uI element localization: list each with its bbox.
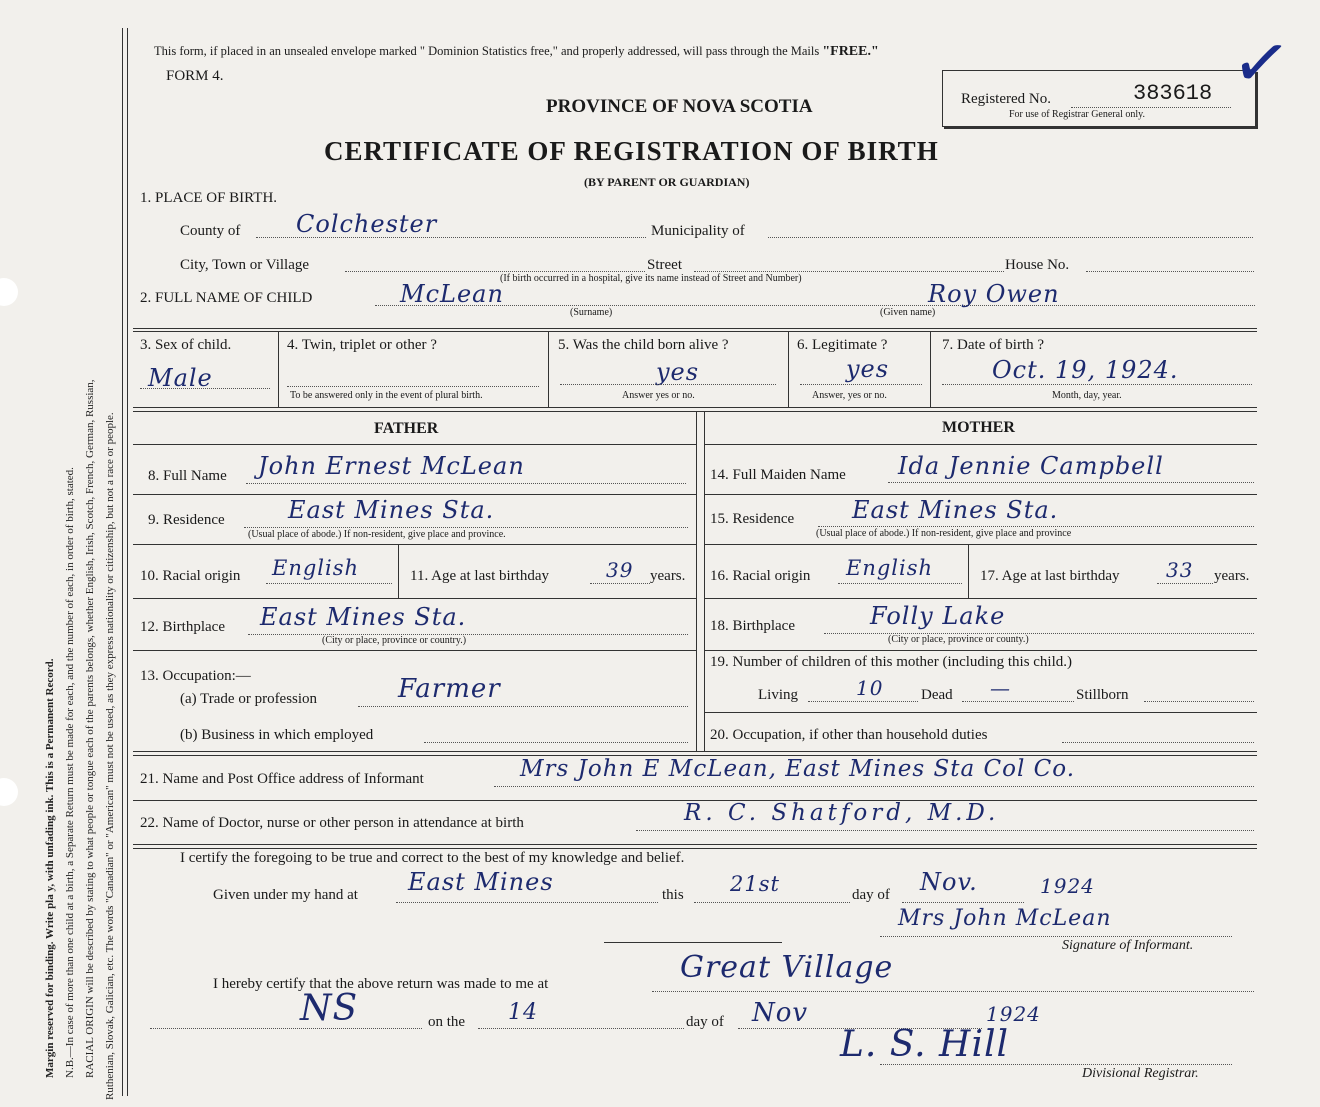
living-label: Living bbox=[758, 687, 798, 703]
mother-residence-label: 15. Residence bbox=[710, 511, 795, 527]
day-value: 21st bbox=[730, 872, 780, 896]
mother-racial-dots bbox=[838, 583, 962, 584]
day-of-label: day of bbox=[852, 887, 890, 903]
trade-dots bbox=[358, 706, 688, 707]
plural-birth-note: To be answered only in the event of plural birth. bbox=[290, 390, 483, 401]
certify-divider bbox=[604, 942, 782, 943]
children-count-label: 19. Number of children of this mother (including this child.) bbox=[710, 654, 1073, 670]
year-value: 1924 bbox=[1040, 874, 1095, 898]
child-surname-value: McLean bbox=[400, 280, 504, 308]
attendant-dots bbox=[636, 830, 1254, 831]
day-of2-label: day of bbox=[686, 1014, 724, 1030]
margin-note-multiple-births: N.B.—In case of more than one child at a birth, a Separate Return must be made for each, and the number of each, in order of birth, stated. bbox=[64, 467, 76, 1078]
hospital-note: (If birth occurred in a hospital, give its name instead of Street and Number) bbox=[500, 273, 802, 284]
dead-value: — bbox=[990, 676, 1011, 700]
day2-dots bbox=[478, 1028, 684, 1029]
occupation-label: 13. Occupation:— bbox=[140, 668, 251, 684]
child-name-label: 2. FULL NAME OF CHILD bbox=[140, 290, 313, 306]
date-of-birth-value: Oct. 19, 1924. bbox=[992, 356, 1179, 384]
mother-years-label: years. bbox=[1214, 568, 1250, 584]
mother-birthplace-note: (City or place, province or county.) bbox=[888, 634, 1029, 645]
rule-head-bottom bbox=[133, 444, 696, 445]
father-racial-origin-label: 10. Racial origin bbox=[140, 568, 241, 584]
center-rule-b bbox=[704, 411, 705, 751]
child-given-name-value: Roy Owen bbox=[928, 280, 1060, 308]
margin-note-nationality: Ruthenian, Slovak, Galician, etc. The words "Canadian" or "American" must not be used, as they express nationality or citizenship, but not a race or people. bbox=[104, 412, 116, 1100]
father-name-value: John Ernest McLean bbox=[258, 452, 525, 480]
mother-residence-value: East Mines Sta. bbox=[852, 496, 1059, 524]
father-years-label: years. bbox=[650, 568, 686, 584]
house-dots bbox=[1086, 271, 1254, 272]
province-heading: PROVINCE OF NOVA SCOTIA bbox=[546, 96, 813, 117]
rule-10-bottom bbox=[133, 598, 696, 599]
registrar-place-dots bbox=[652, 991, 1254, 992]
mother-birthplace-label: 18. Birthplace bbox=[710, 618, 795, 634]
legitimate-dots bbox=[800, 384, 922, 385]
rule-col-3-4 bbox=[278, 331, 279, 407]
father-birthplace-label: 12. Birthplace bbox=[140, 619, 225, 635]
father-birthplace-note: (City or place, province or country.) bbox=[322, 635, 467, 646]
trade-value: Farmer bbox=[398, 674, 501, 704]
living-dots bbox=[808, 701, 918, 702]
certificate-subtitle: (BY PARENT OR GUARDIAN) bbox=[584, 175, 750, 189]
rule-10-11 bbox=[398, 544, 399, 598]
father-heading: FATHER bbox=[374, 420, 439, 437]
rule-row3-top-b bbox=[133, 331, 1257, 332]
rule-8-bottom bbox=[133, 494, 696, 495]
this-label: this bbox=[662, 887, 684, 903]
living-value: 10 bbox=[856, 676, 884, 700]
given-name-note: (Given name) bbox=[880, 307, 936, 318]
registered-number: 383618 bbox=[1133, 81, 1213, 106]
on-the-label: on the bbox=[428, 1014, 466, 1030]
mother-residence-dots bbox=[818, 526, 1254, 527]
registrar-day-value: 14 bbox=[508, 1000, 538, 1025]
day-dots bbox=[694, 902, 850, 903]
father-birthplace-dots bbox=[248, 634, 688, 635]
registrar-statement: I hereby certify that the above return was made to me at bbox=[213, 976, 549, 992]
mother-age-label: 17. Age at last birthday bbox=[980, 568, 1120, 584]
mail-notice-text: This form, if placed in an unsealed envelope marked " Dominion Statistics free," and properly addressed, will pass through the Mails bbox=[154, 44, 823, 58]
stillborn-label: Stillborn bbox=[1076, 687, 1129, 703]
father-age-value: 39 bbox=[606, 558, 634, 582]
born-alive-value: yes bbox=[656, 358, 700, 386]
rule-col-5-6 bbox=[788, 331, 789, 407]
informant-signature: Mrs John McLean bbox=[898, 906, 1112, 931]
surname-note: (Surname) bbox=[570, 307, 613, 318]
registrar-month-value: Nov bbox=[752, 998, 809, 1028]
business-label: (b) Business in which employed bbox=[180, 727, 374, 743]
legitimate-value: yes bbox=[846, 355, 890, 383]
business-dots bbox=[424, 742, 688, 743]
registrar-signature: L. S. Hill bbox=[840, 1024, 1009, 1065]
attendant-value: R. C. Shatford, M.D. bbox=[684, 800, 1000, 826]
form-number: FORM 4. bbox=[166, 68, 224, 84]
sex-value: Male bbox=[148, 364, 213, 392]
city-dots bbox=[345, 271, 645, 272]
born-alive-note: Answer yes or no. bbox=[622, 390, 695, 401]
municipality-label: Municipality of bbox=[651, 223, 745, 239]
margin-note-binding: Margin reserved for binding. Write pla y, with unfading ink. This is a Permanent Record. bbox=[44, 658, 56, 1078]
rule-15-bottom bbox=[704, 544, 1257, 545]
binding-hole-bottom bbox=[0, 778, 18, 806]
rule-row3-bottom-b bbox=[133, 411, 1257, 412]
born-alive-dots bbox=[560, 384, 776, 385]
street-dots bbox=[694, 271, 1004, 272]
registrar-place-value: Great Village bbox=[680, 950, 894, 985]
date-of-birth-label: 7. Date of birth ? bbox=[942, 337, 1045, 353]
mother-racial-origin-value: English bbox=[846, 556, 934, 580]
rule-16-bottom bbox=[704, 598, 1257, 599]
registered-dots bbox=[1071, 107, 1231, 108]
father-name-dots bbox=[246, 483, 686, 484]
registrar-label: Divisional Registrar. bbox=[1082, 1066, 1199, 1081]
father-residence-dots bbox=[244, 527, 688, 528]
margin-rule-1 bbox=[122, 28, 123, 1096]
father-name-label: 8. Full Name bbox=[148, 468, 227, 484]
place-of-birth-label: 1. PLACE OF BIRTH. bbox=[140, 190, 278, 206]
registrar-province-value: NS bbox=[300, 988, 359, 1029]
registrar-note: For use of Registrar General only. bbox=[1009, 109, 1145, 120]
registered-label: Registered No. bbox=[961, 91, 1051, 107]
rule-head-bottom-m bbox=[704, 444, 1257, 445]
county-label: County of bbox=[180, 223, 241, 239]
father-age-dots bbox=[590, 583, 650, 584]
informant-label: 21. Name and Post Office address of Informant bbox=[140, 771, 424, 787]
municipality-dots bbox=[768, 237, 1253, 238]
center-rule-a bbox=[696, 411, 697, 751]
given-at-dots bbox=[396, 902, 658, 903]
mother-age-dots bbox=[1157, 583, 1213, 584]
rule-22-bottom-b bbox=[133, 848, 1257, 849]
mail-notice bbox=[154, 44, 879, 60]
month-dots bbox=[902, 902, 1024, 903]
mother-racial-origin-label: 16. Racial origin bbox=[710, 568, 811, 584]
dead-label: Dead bbox=[921, 687, 953, 703]
rule-12-bottom bbox=[133, 650, 696, 651]
certify-statement: I certify the foregoing to be true and correct to the best of my knowledge and belief. bbox=[180, 850, 685, 866]
rule-col-4-5 bbox=[548, 331, 549, 407]
mother-name-label: 14. Full Maiden Name bbox=[710, 467, 846, 483]
sex-dots bbox=[140, 388, 270, 389]
rule-row3-top bbox=[133, 328, 1257, 329]
rule-18-bottom bbox=[704, 650, 1257, 651]
rule-22-bottom bbox=[133, 844, 1257, 845]
rule-19-bottom bbox=[704, 712, 1257, 713]
father-birthplace-value: East Mines Sta. bbox=[260, 603, 467, 631]
rule-row3-bottom bbox=[133, 407, 1257, 408]
plural-birth-dots bbox=[287, 386, 539, 387]
legitimate-label: 6. Legitimate ? bbox=[797, 337, 888, 353]
mother-heading: MOTHER bbox=[942, 419, 1015, 436]
father-racial-dots bbox=[266, 583, 392, 584]
child-name-dots bbox=[375, 305, 1255, 306]
mother-occupation-label: 20. Occupation, if other than household duties bbox=[710, 727, 988, 743]
mail-notice-free: "FREE." bbox=[822, 44, 879, 59]
rule-16-17 bbox=[968, 544, 969, 598]
signature-label: Signature of Informant. bbox=[1062, 938, 1194, 953]
informant-dots bbox=[494, 786, 1254, 787]
plural-birth-label: 4. Twin, triplet or other ? bbox=[287, 337, 437, 353]
signature-dots bbox=[880, 936, 1232, 937]
given-place-value: East Mines bbox=[408, 868, 554, 896]
father-residence-value: East Mines Sta. bbox=[288, 496, 495, 524]
province-dots bbox=[150, 1028, 422, 1029]
binding-hole-top bbox=[0, 278, 18, 306]
rule-col-6-7 bbox=[930, 331, 931, 407]
rule-13-bottom bbox=[133, 751, 1257, 752]
rule-14-bottom bbox=[704, 494, 1257, 495]
check-mark-icon: ✓ bbox=[1226, 18, 1297, 108]
father-racial-origin-value: English bbox=[272, 556, 360, 580]
date-of-birth-dots bbox=[942, 384, 1252, 385]
mother-age-value: 33 bbox=[1166, 558, 1194, 582]
dead-dots bbox=[962, 701, 1074, 702]
father-age-label: 11. Age at last birthday bbox=[410, 568, 549, 584]
mother-abode-note: (Usual place of abode.) If non-resident, give place and province bbox=[816, 528, 1072, 539]
month-value: Nov. bbox=[920, 868, 978, 896]
registrar-year-value: 1924 bbox=[986, 1002, 1041, 1026]
sex-label: 3. Sex of child. bbox=[140, 337, 232, 353]
given-at-label: Given under my hand at bbox=[213, 887, 358, 903]
margin-note-racial-origin: RACIAL ORIGIN will be described by stating to what people or tongue each of the parents belongs, whether English, Irish, Scotch, French, German, Russian, bbox=[84, 379, 96, 1078]
mother-name-value: Ida Jennie Campbell bbox=[898, 452, 1164, 480]
mother-birthplace-value: Folly Lake bbox=[870, 602, 1006, 630]
street-label: Street bbox=[647, 257, 682, 273]
trade-label: (a) Trade or profession bbox=[180, 691, 318, 707]
county-value: Colchester bbox=[296, 210, 438, 238]
date-of-birth-note: Month, day, year. bbox=[1052, 390, 1122, 401]
registered-number-box bbox=[942, 70, 1256, 127]
mother-occupation-dots bbox=[1062, 742, 1254, 743]
legitimate-note: Answer, yes or no. bbox=[812, 390, 887, 401]
father-residence-label: 9. Residence bbox=[148, 512, 225, 528]
registrar-sign-dots bbox=[880, 1064, 1232, 1065]
house-number-label: House No. bbox=[1005, 257, 1070, 273]
informant-value: Mrs John E McLean, East Mines Sta Col Co. bbox=[520, 756, 1076, 782]
father-abode-note: (Usual place of abode.) If non-resident, give place and province. bbox=[248, 529, 506, 540]
certificate-title: CERTIFICATE OF REGISTRATION OF BIRTH bbox=[324, 136, 939, 166]
city-label: City, Town or Village bbox=[180, 257, 310, 273]
mother-name-dots bbox=[888, 482, 1254, 483]
born-alive-label: 5. Was the child born alive ? bbox=[558, 337, 729, 353]
attendant-label: 22. Name of Doctor, nurse or other person in attendance at birth bbox=[140, 815, 524, 831]
margin-rule-2 bbox=[127, 28, 128, 1096]
rule-9-bottom bbox=[133, 544, 696, 545]
stillborn-dots bbox=[1144, 701, 1254, 702]
